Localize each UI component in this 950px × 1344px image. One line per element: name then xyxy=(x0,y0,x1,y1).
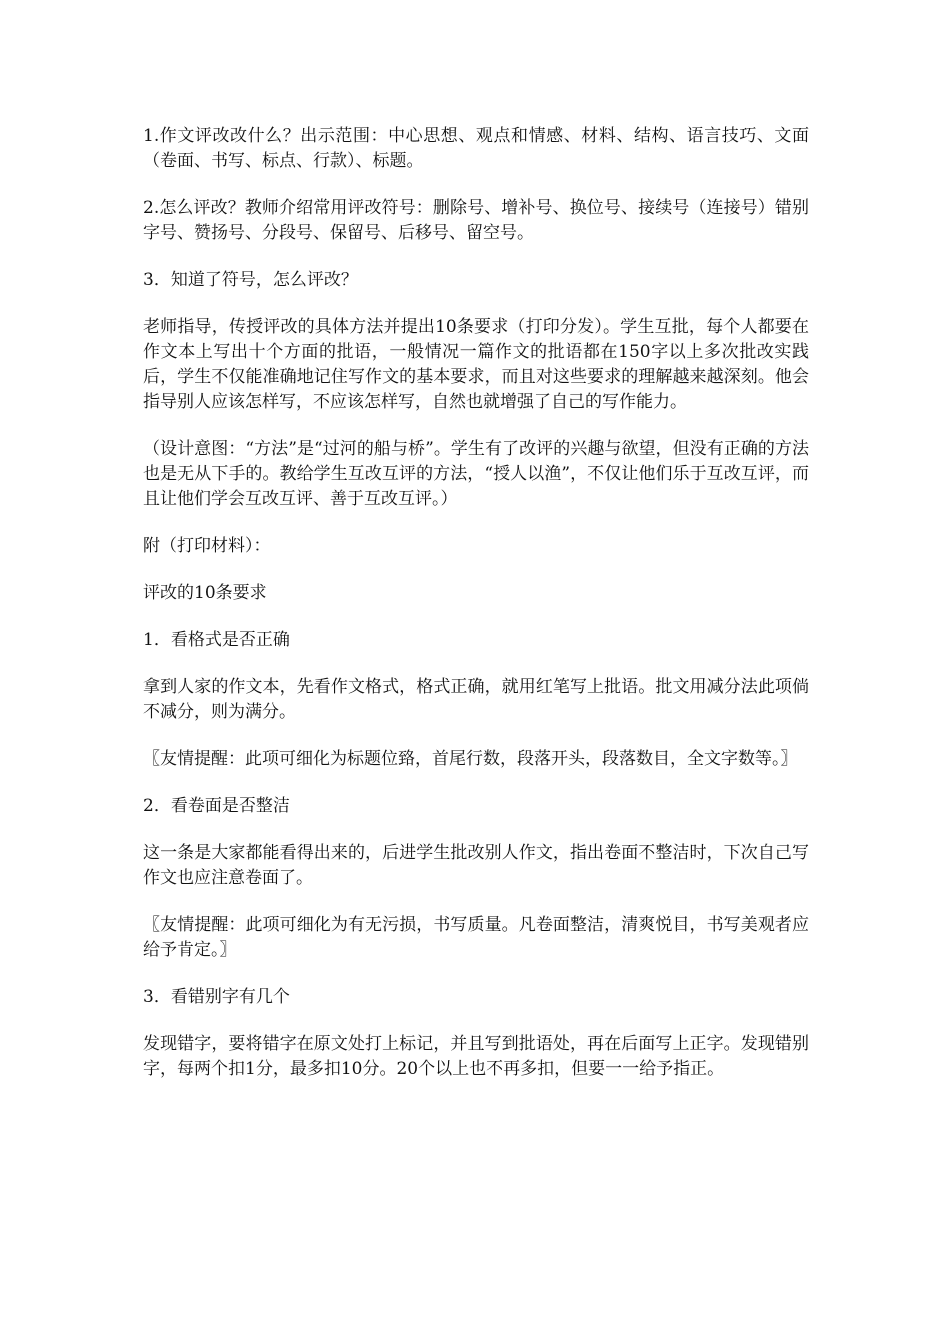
paragraph-appendix: 附（打印材料）： xyxy=(143,536,271,556)
section-heading-requirements: 评改的10条要求 xyxy=(143,583,267,603)
paragraph-how-to-review: 3．知道了符号，怎么评改？ xyxy=(143,270,358,290)
paragraph-teacher-guidance: 老师指导，传授评改的具体方法并提出10条要求（打印分发）。学生互批，每个人都要在作文本上写出十个方面的批语，一般情况一篇作文的批语都在150字以上多次批改实践后，学生不仅能准确地记住写作文的基本要求，而且对这些要求的理解越来越深刻。他会指导别人应该怎样写，不应该怎样写，自然也就增强了自己的写作能力。 xyxy=(143,317,809,412)
paragraph-symbols: 2.怎么评改？教师介绍常用评改符号：删除号、增补号、换位号、接续号（连接号）错别字号、赞扬号、分段号、保留号、后移号、留空号。 xyxy=(143,198,809,243)
paragraph-typos: 发现错字，要将错字在原文处打上标记，并且写到批语处，再在后面写上正字。发现错别字，每两个扣1分，最多扣10分。20个以上也不再多扣，但要一一给予指正。 xyxy=(143,1034,809,1079)
paragraph-format: 拿到人家的作文本，先看作文格式，格式正确，就用红笔写上批语。批文用减分法此项倘不减分，则为满分。 xyxy=(143,677,809,722)
paragraph-neatness: 这一条是大家都能看得出来的，后进学生批改别人作文，指出卷面不整洁时，下次自己写作文也应注意卷面了。 xyxy=(143,843,809,888)
document-page xyxy=(143,124,809,1104)
item-heading-format: 1．看格式是否正确 xyxy=(143,630,290,650)
item-heading-typos: 3．看错别字有几个 xyxy=(143,987,290,1007)
item-heading-neatness: 2．看卷面是否整洁 xyxy=(143,796,290,816)
tip-neatness: 〖友情提醒：此项可细化为有无污损，书写质量。凡卷面整洁，清爽悦目，书写美观者应给予肯定。〗 xyxy=(143,915,809,960)
paragraph-design-intent: （设计意图：“方法”是“过河的船与桥”。学生有了改评的兴趣与欲望，但没有正确的方法也是无从下手的。教给学生互改互评的方法，“授人以渔”，不仅让他们乐于互改互评，而且让他们学会互改互评、善于互改互评。） xyxy=(143,439,809,509)
tip-format: 〖友情提醒：此项可细化为标题位臵，首尾行数，段落开头，段落数目，全文字数等。〗 xyxy=(143,749,798,769)
paragraph-scope: 1.作文评改改什么？出示范围：中心思想、观点和情感、材料、结构、语言技巧、文面（卷面、书写、标点、行款）、标题。 xyxy=(143,126,809,171)
